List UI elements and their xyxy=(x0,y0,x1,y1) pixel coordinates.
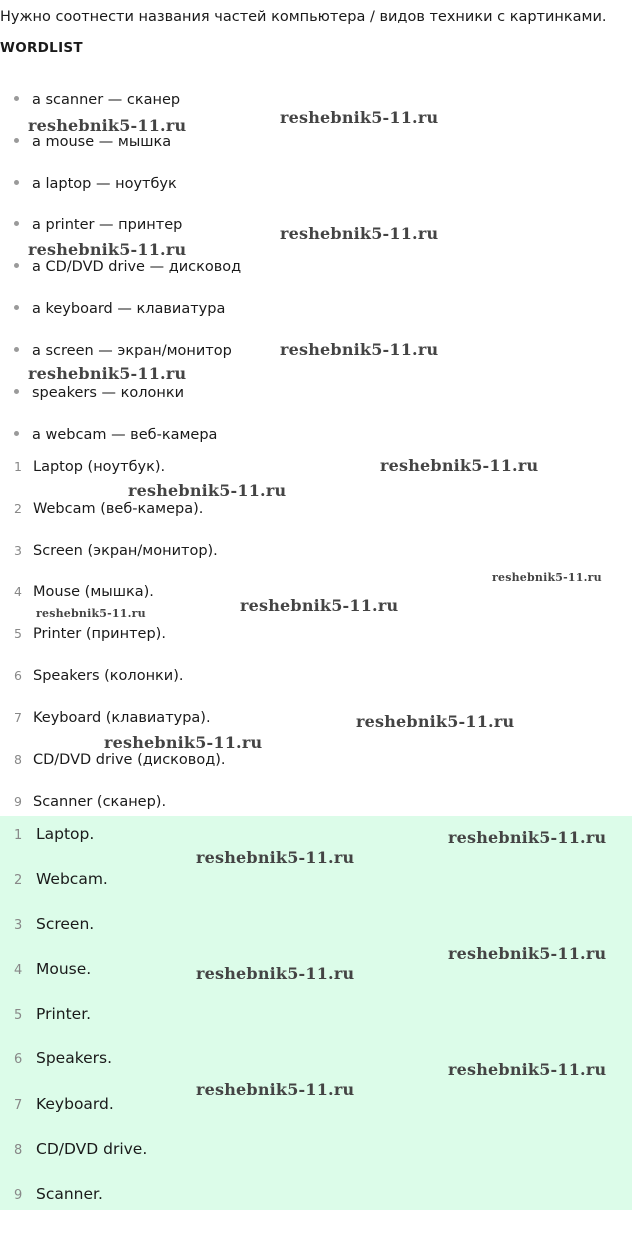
watermark: reshebnik5-11.ru xyxy=(28,364,187,383)
item-number: 4 xyxy=(14,584,22,599)
wordlist-item: a CD/DVD drive — дисковод xyxy=(14,258,241,276)
list-item xyxy=(14,542,218,560)
item-text: Scanner. xyxy=(36,1185,103,1203)
wordlist-item: a mouse — мышка xyxy=(14,133,171,151)
item-text: Webcam. xyxy=(36,870,108,888)
list-item xyxy=(14,793,166,811)
item-number: 6 xyxy=(14,668,22,683)
watermark: reshebnik5-11.ru xyxy=(36,607,146,620)
item-text: CD/DVD drive (дисковод). xyxy=(33,752,226,768)
item-text: Mouse. xyxy=(36,960,92,978)
watermark: reshebnik5-11.ru xyxy=(240,596,399,615)
watermark: reshebnik5-11.ru xyxy=(280,108,439,127)
answer-item xyxy=(14,1004,91,1026)
wordlist-item: a printer — принтер xyxy=(14,216,182,234)
watermark: reshebnik5-11.ru xyxy=(280,340,439,359)
watermark: reshebnik5-11.ru xyxy=(448,1060,607,1079)
task-description: Нужно соотнести названия частей компьютера / видов техники с картинками. xyxy=(0,9,607,25)
item-number: 9 xyxy=(14,1188,23,1203)
watermark: reshebnik5-11.ru xyxy=(280,224,439,243)
list-item xyxy=(14,667,184,685)
item-text: CD/DVD drive. xyxy=(36,1140,148,1158)
item-number: 2 xyxy=(14,501,22,516)
item-text: Printer. xyxy=(36,1005,92,1023)
answer-box xyxy=(0,816,632,1210)
bullet-icon xyxy=(14,431,19,436)
item-number: 1 xyxy=(14,828,23,843)
wordlist-heading: WORDLIST xyxy=(0,40,83,56)
item-text: Mouse (мышка). xyxy=(33,584,154,600)
item-number: 5 xyxy=(14,1008,23,1023)
item-number: 1 xyxy=(14,459,22,474)
bullet-icon xyxy=(14,221,19,226)
bullet-icon xyxy=(14,263,19,268)
item-text: Laptop (ноутбук). xyxy=(33,459,166,475)
answer-item xyxy=(14,824,94,846)
watermark: reshebnik5-11.ru xyxy=(196,848,355,867)
item-number: 2 xyxy=(14,873,23,888)
item-text: Keyboard. xyxy=(36,1095,114,1113)
watermark: reshebnik5-11.ru xyxy=(196,964,355,983)
wordlist-item: a scanner — сканер xyxy=(14,91,180,109)
watermark: reshebnik5-11.ru xyxy=(448,944,607,963)
item-text: Keyboard (клавиатура). xyxy=(33,710,211,726)
answer-item xyxy=(14,1048,112,1070)
item-text: Printer (принтер). xyxy=(33,626,166,642)
item-text: Speakers. xyxy=(36,1049,113,1067)
wordlist-item: speakers — колонки xyxy=(14,384,184,402)
item-text: Laptop. xyxy=(36,825,95,843)
watermark: reshebnik5-11.ru xyxy=(28,116,187,135)
item-number: 4 xyxy=(14,963,23,978)
bullet-icon xyxy=(14,389,19,394)
watermark: reshebnik5-11.ru xyxy=(104,733,263,752)
list-item xyxy=(14,709,211,727)
item-number: 8 xyxy=(14,752,22,767)
item-number: 9 xyxy=(14,794,22,809)
list-item xyxy=(14,625,166,643)
item-text: Screen (экран/монитор). xyxy=(33,543,218,559)
bullet-icon xyxy=(14,138,19,143)
answer-item xyxy=(14,869,108,891)
item-number: 7 xyxy=(14,710,22,725)
answer-item xyxy=(14,1094,114,1116)
wordlist-item: a screen — экран/монитор xyxy=(14,342,232,360)
item-number: 6 xyxy=(14,1052,23,1067)
item-text: Speakers (колонки). xyxy=(33,668,184,684)
watermark: reshebnik5-11.ru xyxy=(356,712,515,731)
watermark: reshebnik5-11.ru xyxy=(380,456,539,475)
wordlist-item: a keyboard — клавиатура xyxy=(14,300,225,318)
watermark: reshebnik5-11.ru xyxy=(492,571,602,584)
watermark: reshebnik5-11.ru xyxy=(128,481,287,500)
item-number: 5 xyxy=(14,626,22,641)
item-number: 7 xyxy=(14,1098,23,1113)
list-item xyxy=(14,500,203,518)
item-number: 8 xyxy=(14,1143,23,1158)
wordlist-item: a laptop — ноутбук xyxy=(14,175,177,193)
answer-item xyxy=(14,914,94,936)
item-text: Scanner (сканер). xyxy=(33,794,167,810)
item-number: 3 xyxy=(14,918,23,933)
item-number: 3 xyxy=(14,543,22,558)
list-item xyxy=(14,751,226,769)
watermark: reshebnik5-11.ru xyxy=(28,240,187,259)
list-item xyxy=(14,458,165,476)
bullet-icon xyxy=(14,347,19,352)
bullet-icon xyxy=(14,96,19,101)
answer-item xyxy=(14,1184,103,1206)
wordlist-item: a webcam — веб-камера xyxy=(14,426,217,444)
watermark: reshebnik5-11.ru xyxy=(448,828,607,847)
bullet-icon xyxy=(14,180,19,185)
list-item xyxy=(14,583,154,601)
answer-item xyxy=(14,959,91,981)
item-text: Webcam (веб-камера). xyxy=(33,501,204,517)
item-text: Screen. xyxy=(36,915,95,933)
bullet-icon xyxy=(14,305,19,310)
watermark: reshebnik5-11.ru xyxy=(196,1080,355,1099)
answer-item xyxy=(14,1139,147,1161)
